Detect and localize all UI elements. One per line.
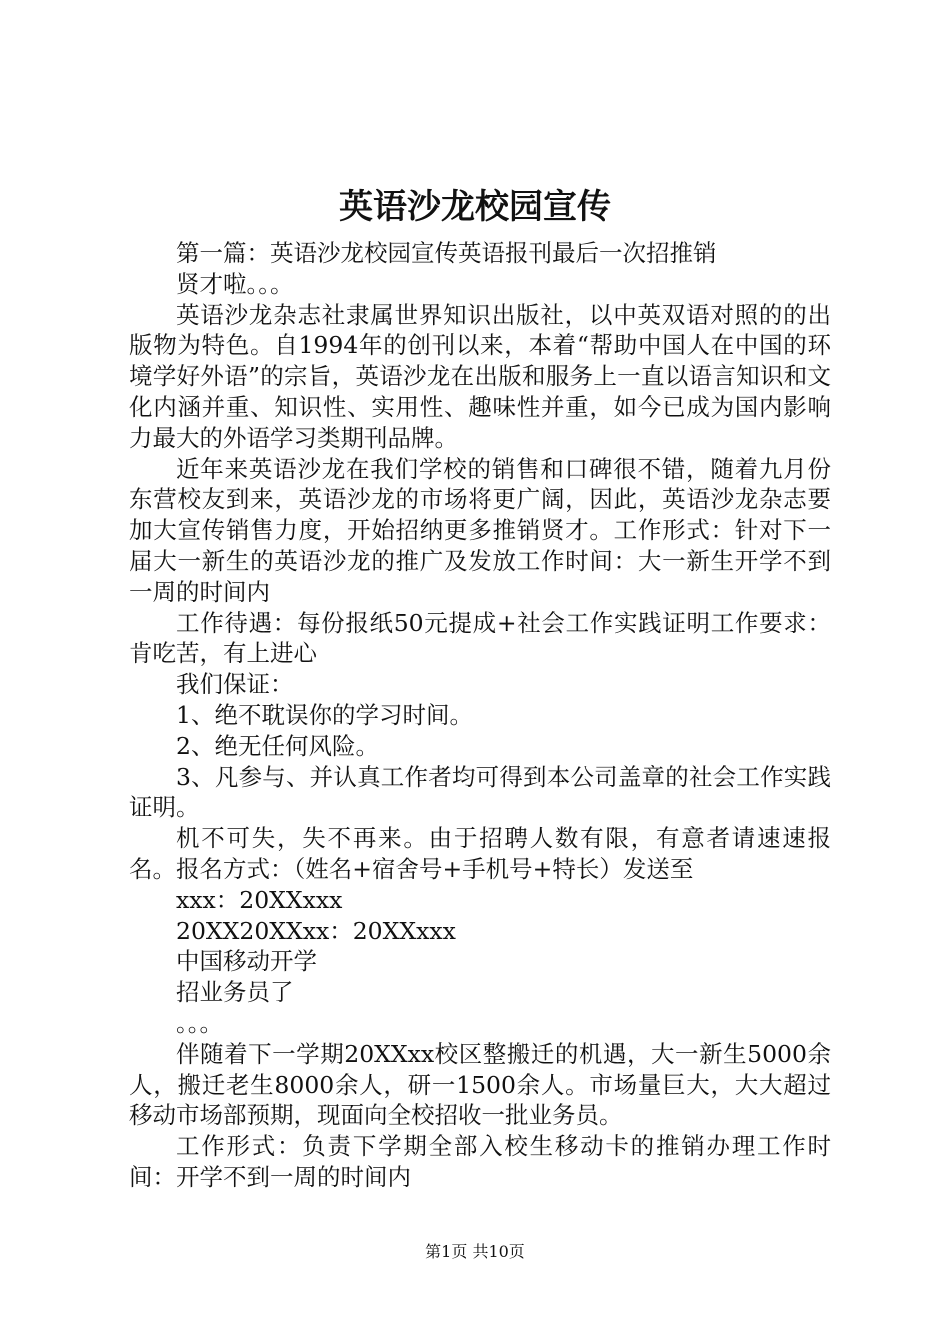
paragraph: 工作形式：负责下学期全部入校生移动卡的推销办理工作时间：开学不到一周的时间内 <box>129 1132 831 1191</box>
paragraph: 20XX20XXxx：20XXxxx <box>176 916 456 945</box>
paragraph: 贤才啦。。。 <box>176 269 294 298</box>
document-title: 英语沙龙校园宣传 <box>339 187 611 227</box>
paragraph: 机不可失，失不再来。由于招聘人数有限，有意者请速速报名。报名方式：（姓名+宿舍号+手机号+特长）发送至 <box>129 824 831 883</box>
paragraph: 。。。 <box>176 1008 223 1037</box>
paragraph: 2、绝无任何风险。 <box>176 731 379 760</box>
paragraph: 近年来英语沙龙在我们学校的销售和口碑很不错，随着九月份东营校友到来，英语沙龙的市场将更广阔，因此，英语沙龙杂志要加大宣传销售力度，开始招纳更多推销贤才。工作形式：针对下一届大一新生的英语沙龙的推广及发放工作时间：大一新生开学不到一周的时间内 <box>129 454 831 606</box>
paragraph: 3、凡参与、并认真工作者均可得到本公司盖章的社会工作实践证明。 <box>129 762 831 822</box>
paragraph: 1、绝不耽误你的学习时间。 <box>176 700 473 729</box>
paragraph: 招业务员了 <box>176 978 294 1007</box>
paragraph: 英语沙龙杂志社隶属世界知识出版社，以中英双语对照的的出版物为特色。自1994年的创刊以来，本着“帮助中国人在中国的环境学好外语”的宗旨，英语沙龙在出版和服务上一直以语言知识和文化内涵并重、知识性、实用性、趣味性并重，如今已成为国内影响力最大的外语学习类期刊品牌。 <box>129 300 831 452</box>
paragraph: 我们保证： <box>176 670 294 699</box>
paragraph: 工作待遇：每份报纸50元提成+社会工作实践证明工作要求：肯吃苦，有上进心 <box>129 608 831 668</box>
document-body <box>129 238 831 1193</box>
paragraph: 伴随着下一学期20XXxx校区整搬迁的机遇，大一新生5000余人，搬迁老生8000余人，研一1500余人。市场量巨大，大大超过移动市场部预期，现面向全校招收一批业务员。 <box>129 1039 831 1130</box>
paragraph: xxx：20XXxxx <box>176 885 343 914</box>
paragraph: 第一篇：英语沙龙校园宣传英语报刊最后一次招推销 <box>176 239 717 267</box>
paragraph: 中国移动开学 <box>176 947 317 976</box>
page-number: 第1页 共10页 <box>425 1242 525 1261</box>
